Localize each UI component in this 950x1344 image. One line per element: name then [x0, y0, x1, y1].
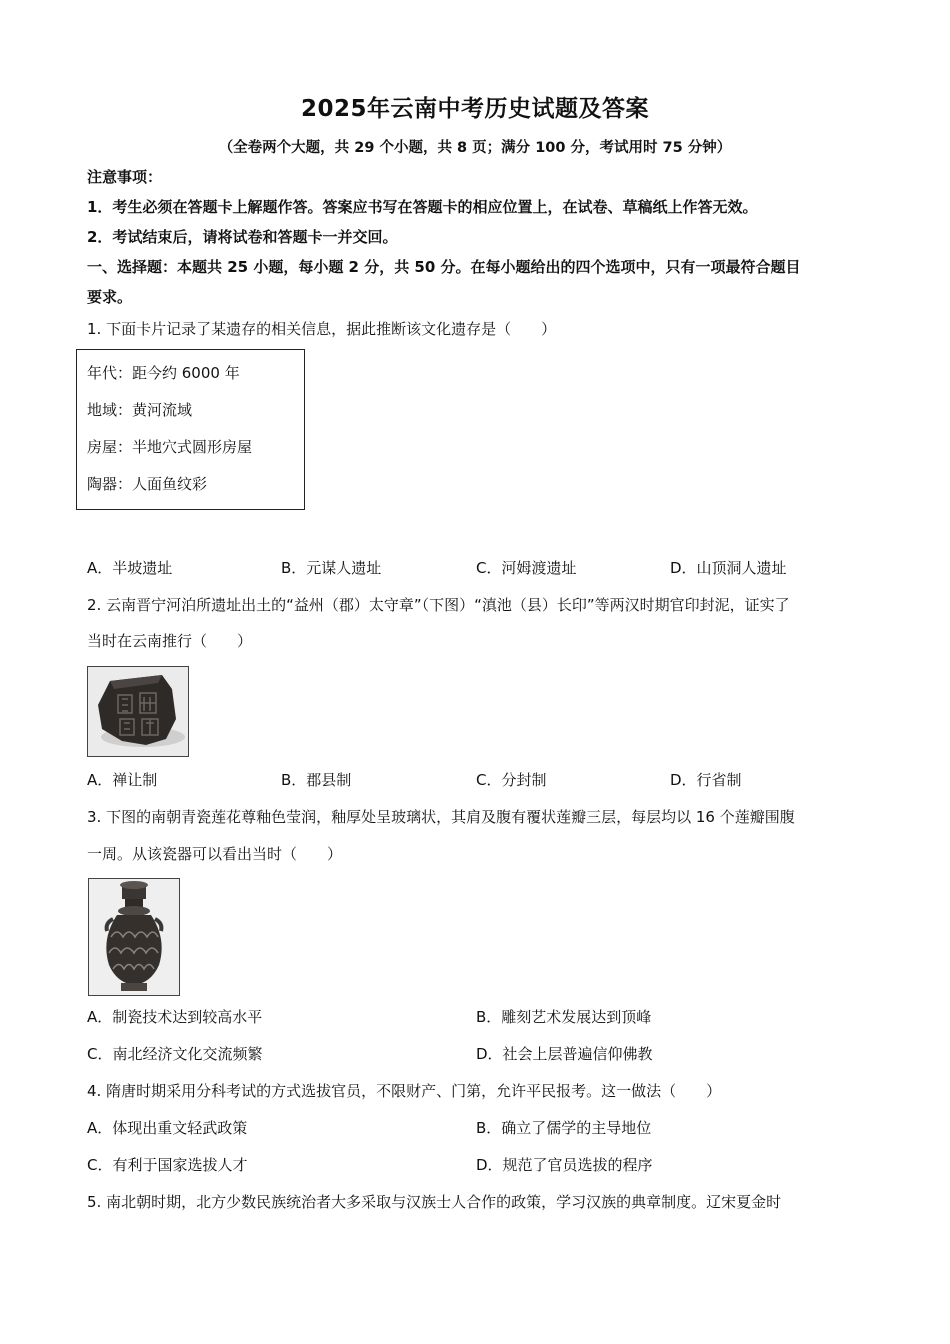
card-row-era: 年代：距今约 6000 年 [87, 364, 240, 382]
q4-option-a: A．体现出重文轻武政策 [87, 1119, 248, 1137]
q3-stem-line2: 一周。从该瓷器可以看出当时（ ） [87, 845, 343, 863]
page-title: 2025年云南中考历史试题及答案 [300, 96, 649, 122]
q4-option-d: D．规范了官员选拔的程序 [476, 1156, 653, 1174]
card-row-pottery: 陶器：人面鱼纹彩 [87, 475, 208, 493]
celadon-vessel-drawing [89, 879, 179, 995]
q2-stem-line2: 当时在云南推行（ ） [87, 632, 253, 650]
q3-stem-line1: 3. 下图的南朝青瓷莲花尊釉色莹润，釉厚处呈玻璃状，其肩及腹有覆状莲瓣三层，每层均以 16 个莲瓣围腹 [87, 808, 795, 826]
q4-option-b: B．确立了儒学的主导地位 [476, 1119, 652, 1137]
q4-option-c: C．有利于国家选拔人才 [87, 1156, 248, 1174]
q1-option-d: D．山顶洞人遗址 [670, 559, 787, 577]
q2-option-d: D．行省制 [670, 771, 742, 789]
card-row-region: 地域：黄河流域 [87, 401, 193, 419]
q1-option-b: B．元谋人遗址 [281, 559, 382, 577]
q2-stem-line1: 2. 云南晋宁河泊所遗址出土的“益州（郡）太守章”（下图）“滇池（县）长印”等两汉时期官印封泥，证实了 [87, 596, 790, 614]
section-heading-line2: 要求。 [87, 288, 133, 306]
card-row-house: 房屋：半地穴式圆形房屋 [87, 438, 253, 456]
q1-stem: 1. 下面卡片记录了某遗存的相关信息，据此推断该文化遗存是（ ） [87, 320, 557, 338]
q3-option-b: B．雕刻艺术发展达到顶峰 [476, 1008, 652, 1026]
section-heading-line1: 一、选择题：本题共 25 小题，每小题 2 分，共 50 分。在每小题给出的四个选项中，只有一项最符合题目 [87, 258, 801, 276]
q3-option-c: C．南北经济文化交流频繁 [87, 1045, 263, 1063]
q2-option-c: C．分封制 [476, 771, 547, 789]
notice-heading: 注意事项： [87, 168, 163, 186]
q2-option-b: B．郡县制 [281, 771, 352, 789]
seal-clay-image [87, 666, 189, 757]
q3-option-d: D．社会上层普遍信仰佛教 [476, 1045, 653, 1063]
q4-stem: 4. 隋唐时期采用分科考试的方式选拔官员，不限财产、门第，允许平民报考。这一做法（ ） [87, 1082, 722, 1100]
notice-item-2: 2．考试结束后，请将试卷和答题卡一并交回。 [87, 228, 398, 246]
q1-option-a: A．半坡遗址 [87, 559, 173, 577]
q1-option-c: C．河姆渡遗址 [476, 559, 577, 577]
seal-clay-drawing [88, 667, 188, 756]
notice-item-1: 1．考生必须在答题卡上解题作答。答案应书写在答题卡的相应位置上，在试卷、草稿纸上作答无效。 [87, 198, 758, 216]
q5-stem-line1: 5. 南北朝时期，北方少数民族统治者大多采取与汉族士人合作的政策，学习汉族的典章制度。辽宋夏金时 [87, 1193, 782, 1211]
q1-info-card [76, 349, 305, 510]
exam-subtitle: （全卷两个大题，共 29 个小题，共 8 页；满分 100 分，考试用时 75 分钟） [218, 140, 732, 156]
celadon-lotus-vessel-image [88, 878, 180, 996]
q2-option-a: A．禅让制 [87, 771, 158, 789]
q3-option-a: A．制瓷技术达到较高水平 [87, 1008, 263, 1026]
